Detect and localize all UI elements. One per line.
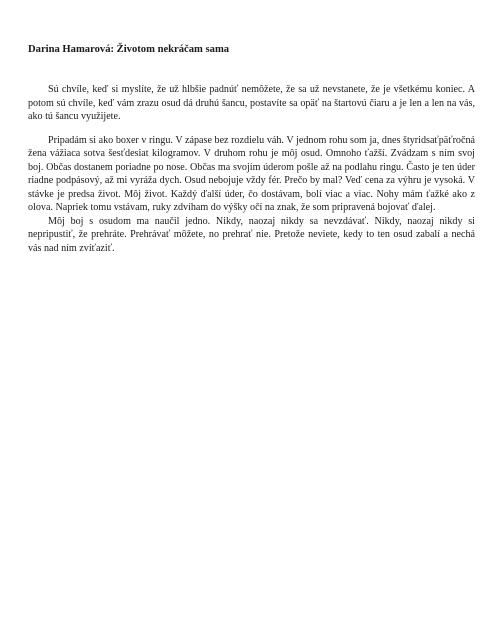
- document-body: [28, 83, 475, 255]
- paragraph-2: Pripadám si ako boxer v ringu. V zápase bez rozdielu váh. V jednom rohu som ja, dnes štyridsaťpäťročná žena vážiaca sotva šesťdesiat kilogramov. V druhom rohu je môj osud. Omnoho ťažší. Zvádzam s ním svoj boj. Občas dostanem poriadne po nose. Občas ma svojím úderom pošle až na podlahu ringu. Často je ten úder riadne podpásový, až mi vyráža dych. Osud nebojuje vždy fér. Prečo by mal? Veď cena za výhru je vysoká. V stávke je predsa život. Môj život. Každý ďalší úder, čo dostávam, bolí viac a viac. Nohy mám ťažké ako z olova. Napriek tomu vstávam, ruky zdvíham do výšky očí na znak, že som pripravená bojovať ďalej.: [28, 134, 475, 213]
- document-title: Darina Hamarová: Životom nekráčam sama: [28, 44, 230, 55]
- paragraph-3: Môj boj s osudom ma naučil jedno. Nikdy, naozaj nikdy sa nevzdávať. Nikdy, naozaj nikdy si nepripustiť, že prehráte. Prehrávať môžete, no prehrať nie. Pretože neviete, kedy to ten osud zabalí a nechá vás nad ním zvíťaziť.: [28, 215, 475, 254]
- paragraph-1: Sú chvíle, keď si myslíte, že už hlbšie padnúť nemôžete, že sa už nevstanete, že je všetkému koniec. A potom sú chvíle, keď vám zrazu osud dá druhú šancu, postavíte sa opäť na štartovú čiaru a je len a len na vás, ako tú šancu využijete.: [28, 84, 475, 122]
